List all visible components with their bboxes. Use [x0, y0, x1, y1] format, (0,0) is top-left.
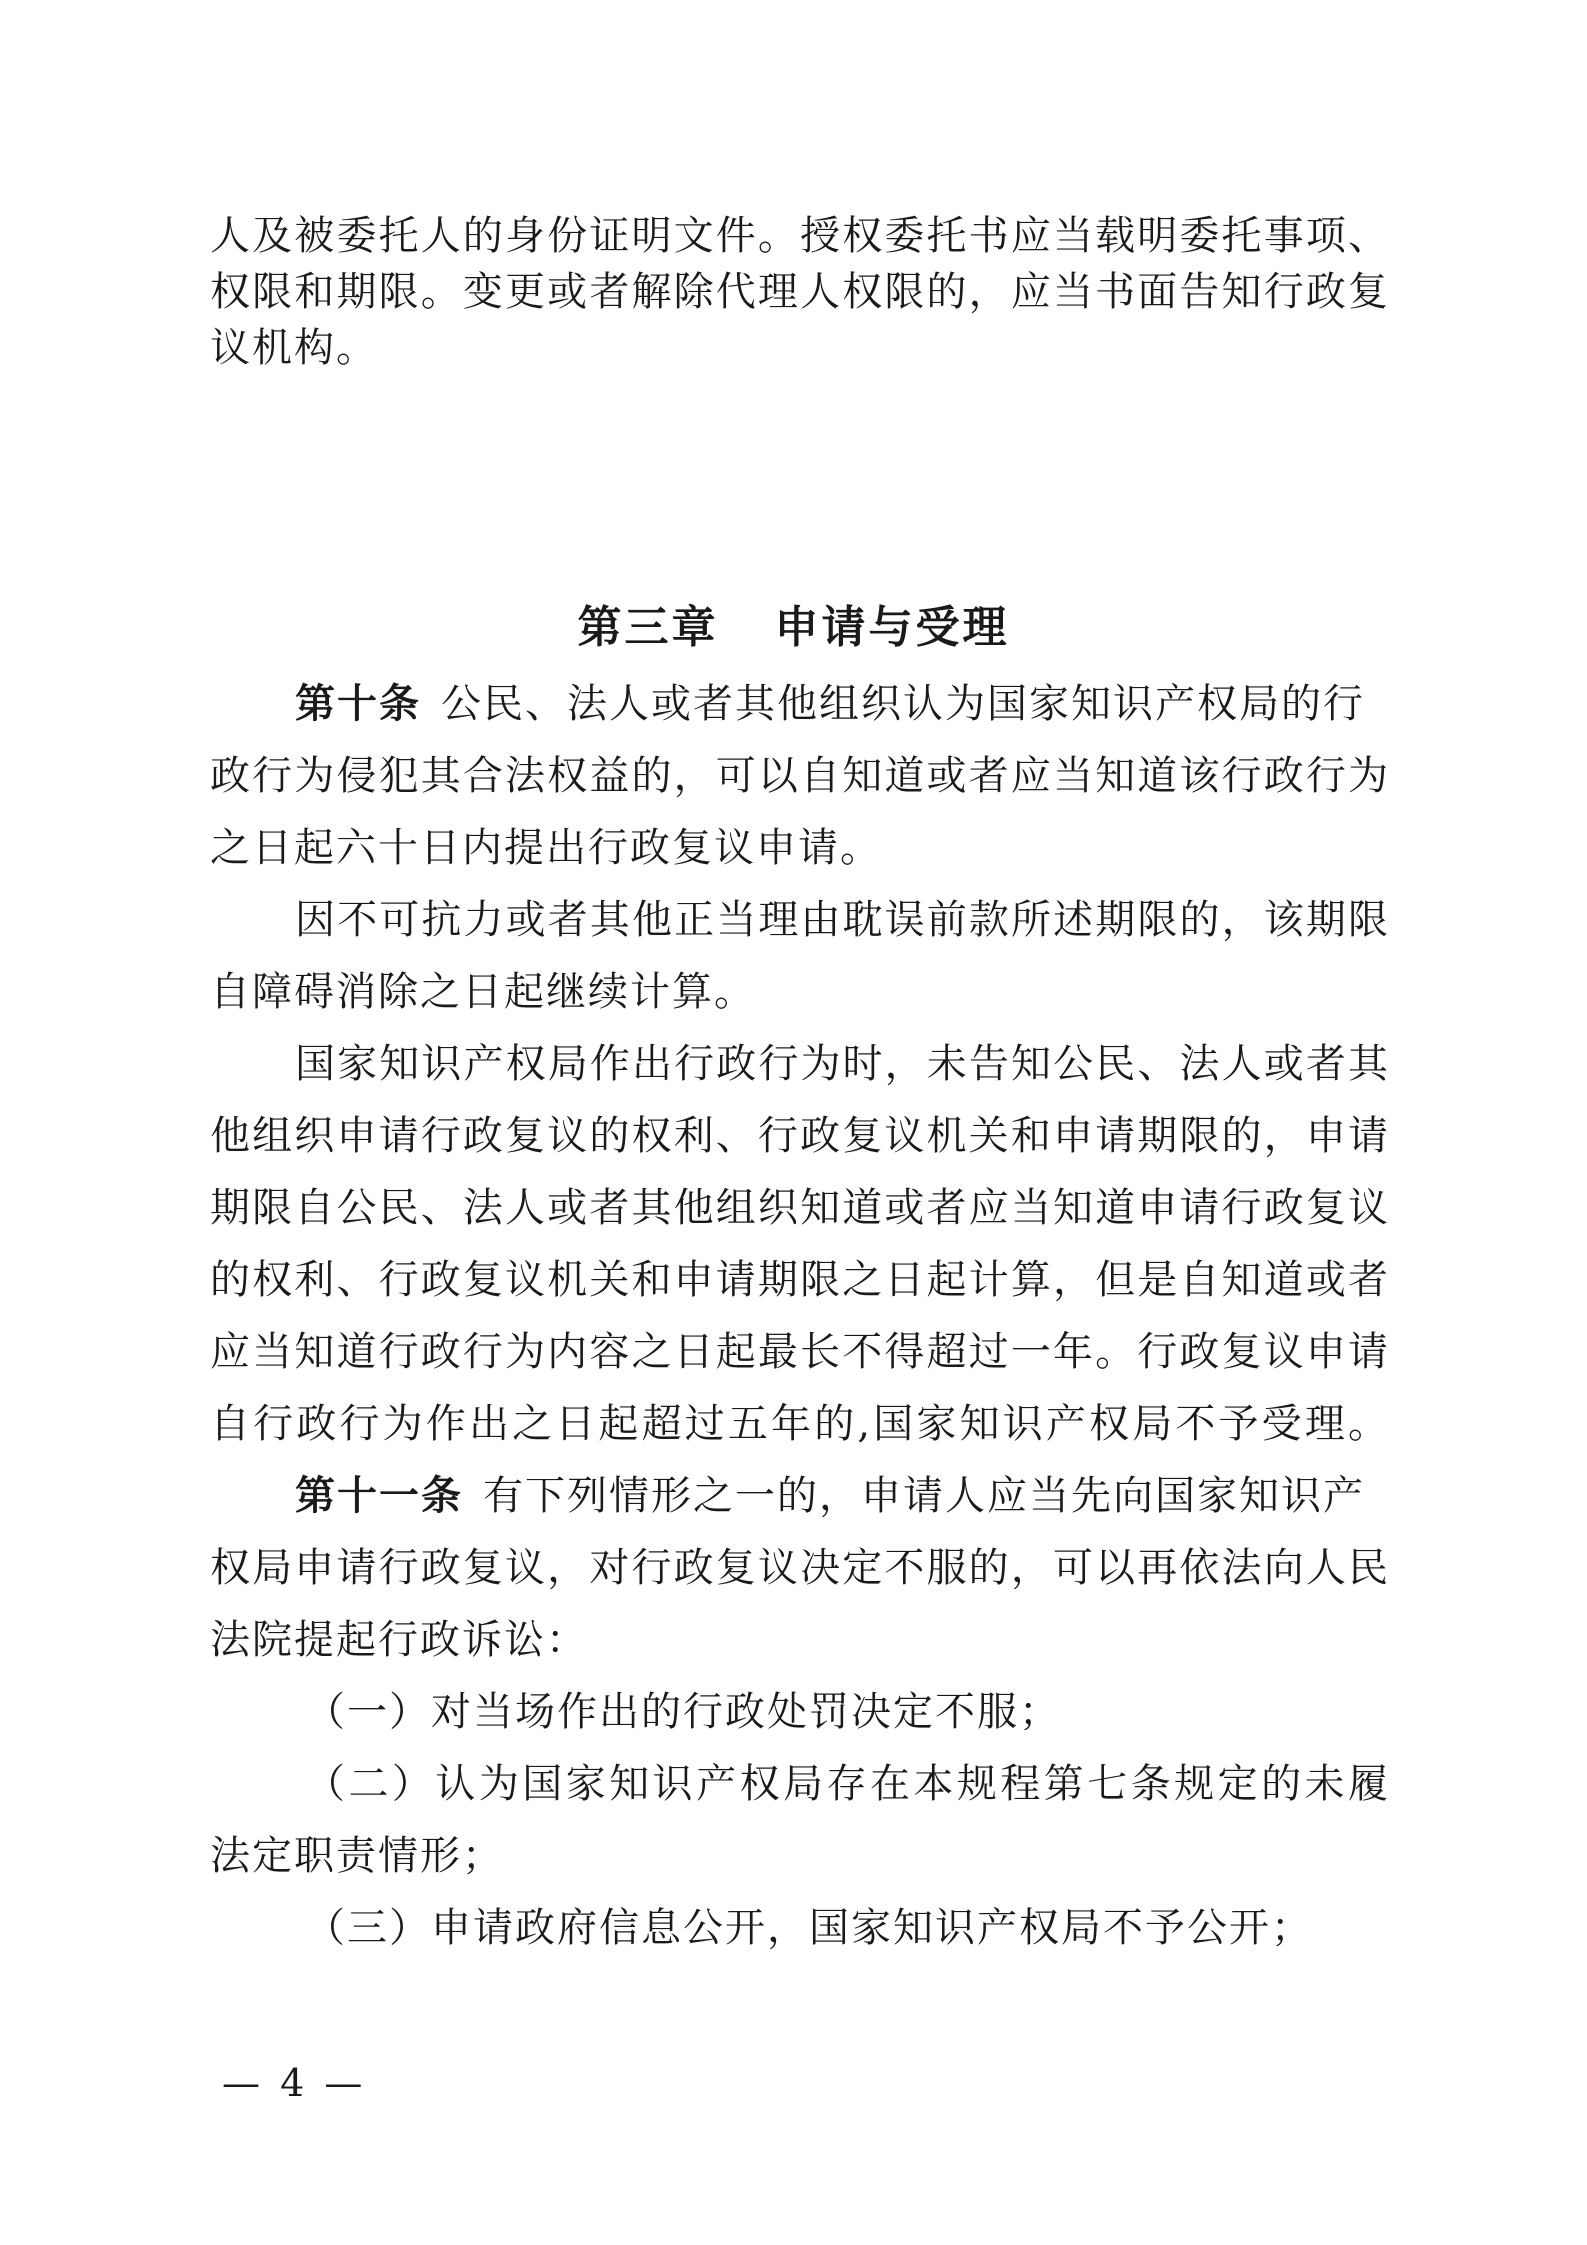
- body-line: 政行为侵犯其合法权益的，可以自知道或者应当知道该行政行为: [210, 753, 1390, 799]
- article-11-text: 有下列情形之一的，申请人应当先向国家知识产: [483, 1473, 1365, 1519]
- body-line: 的权利、行政复议机关和申请期限之日起计算，但是自知道或者: [210, 1257, 1390, 1303]
- body-line: 他组织申请行政复议的权利、行政复议机关和申请期限的，申请: [210, 1113, 1390, 1159]
- body-line: 之日起六十日内提出行政复议申请。: [210, 825, 882, 871]
- body-line: 议机构。: [210, 325, 378, 371]
- list-item: （一）对当场作出的行政处罚决定不服；: [305, 1689, 1061, 1735]
- body-line: 应当知道行政行为内容之日起最长不得超过一年。行政复议申请: [210, 1329, 1390, 1375]
- chapter-number: 第三章: [577, 602, 719, 653]
- article-10-first-line: [295, 676, 1390, 732]
- body-line: 法院提起行政诉讼：: [210, 1617, 588, 1663]
- body-line: 权限和期限。变更或者解除代理人权限的，应当书面告知行政复: [210, 269, 1390, 315]
- list-item: （二）认为国家知识产权局存在本规程第七条规定的未履: [305, 1761, 1390, 1807]
- body-line: 自行政行为作出之日起超过五年的,国家知识产权局不予受理。: [210, 1401, 1390, 1447]
- article-11-first-line: [295, 1468, 1390, 1524]
- article-10-text: 公民、法人或者其他组织认为国家知识产权局的行: [441, 681, 1365, 727]
- chapter-title: 申请与受理: [774, 602, 1010, 653]
- body-line: 国家知识产权局作出行政行为时，未告知公民、法人或者其: [295, 1041, 1390, 1087]
- body-line: 因不可抗力或者其他正当理由耽误前款所述期限的，该期限: [295, 897, 1390, 943]
- page-number: — 4 —: [222, 2061, 367, 2105]
- chapter-heading: [0, 598, 1587, 658]
- body-line: 期限自公民、法人或者其他组织知道或者应当知道申请行政复议: [210, 1185, 1390, 1231]
- body-line: 自障碍消除之日起继续计算。: [210, 969, 756, 1015]
- body-line: 权局申请行政复议，对行政复议决定不服的，可以再依法向人民: [210, 1545, 1390, 1591]
- body-line: 人及被委托人的身份证明文件。授权委托书应当载明委托事项、: [210, 213, 1390, 259]
- list-item-continuation: 法定职责情形；: [210, 1833, 504, 1879]
- list-item: （三）申请政府信息公开，国家知识产权局不予公开；: [305, 1905, 1313, 1951]
- article-11-title: 第十一条: [295, 1473, 463, 1519]
- article-10-title: 第十条: [295, 681, 421, 727]
